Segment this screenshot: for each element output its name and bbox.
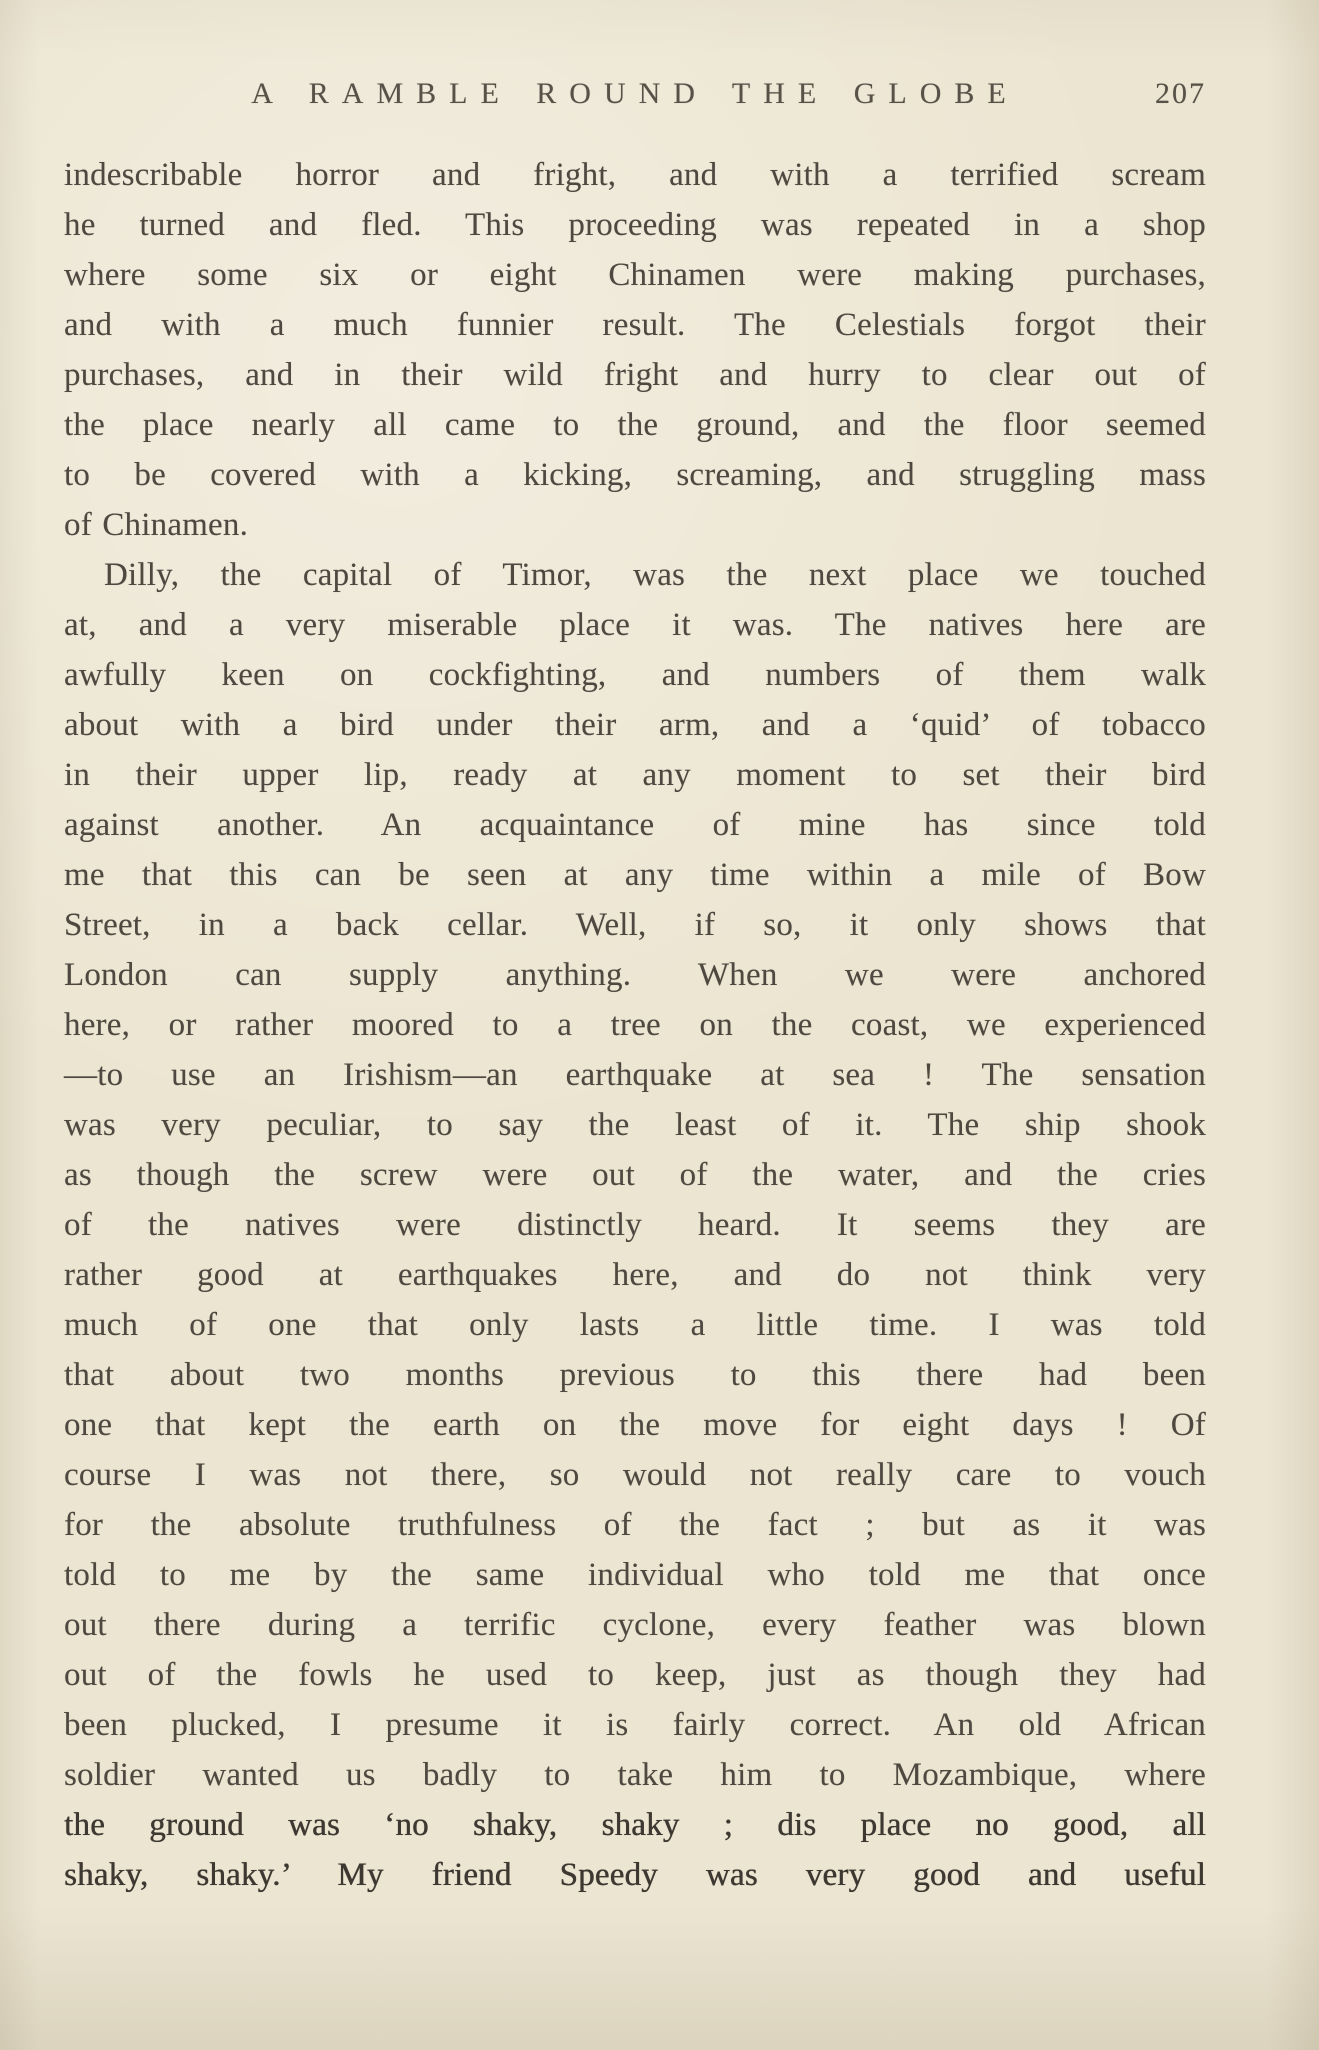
text-line: about with a bird under their arm, and a ‘quid’ of tobacco — [64, 707, 1206, 743]
text-line: of the natives were distinctly heard. It seems they are — [64, 1207, 1206, 1243]
text-line: shaky, shaky.’ My friend Speedy was very good and useful — [64, 1857, 1206, 1893]
text-line: where some six or eight Chinamen were making purchases, — [64, 257, 1206, 293]
text-line: against another. An acquaintance of mine has since told — [64, 807, 1206, 843]
text-line: the ground was ‘no shaky, shaky ; dis place no good, all — [64, 1807, 1206, 1843]
page-header — [64, 74, 1206, 114]
text-line: for the absolute truthfulness of the fact ; but as it was — [64, 1507, 1206, 1543]
text-line: at, and a very miserable place it was. The natives here are — [64, 607, 1206, 643]
text-line: told to me by the same individual who told me that once — [64, 1557, 1206, 1593]
text-line: Street, in a back cellar. Well, if so, it only shows that — [64, 907, 1206, 943]
text-line: London can supply anything. When we were anchored — [64, 957, 1206, 993]
text-line: awfully keen on cockfighting, and numbers of them walk — [64, 657, 1206, 693]
text-line: he turned and fled. This proceeding was repeated in a shop — [64, 207, 1206, 243]
text-line: rather good at earthquakes here, and do not think very — [64, 1257, 1206, 1293]
text-line: much of one that only lasts a little time. I was told — [64, 1307, 1206, 1343]
text-line: me that this can be seen at any time within a mile of Bow — [64, 857, 1206, 893]
text-line: course I was not there, so would not really care to vouch — [64, 1457, 1206, 1493]
text-line: been plucked, I presume it is fairly correct. An old African — [64, 1707, 1206, 1743]
running-title: A RAMBLE ROUND THE GLOBE — [251, 77, 1019, 110]
text-line: and with a much funnier result. The Celestials forgot their — [64, 307, 1206, 343]
text-line: purchases, and in their wild fright and hurry to clear out of — [64, 357, 1206, 393]
text-line: —to use an Irishism—an earthquake at sea ! The sensation — [64, 1057, 1206, 1093]
text-line: Dilly, the capital of Timor, was the next place we touched — [104, 557, 1206, 593]
text-line: soldier wanted us badly to take him to Mozambique, where — [64, 1757, 1206, 1793]
text-line: one that kept the earth on the move for eight days ! Of — [64, 1407, 1206, 1443]
text-line: as though the screw were out of the water, and the cries — [64, 1157, 1206, 1193]
text-line: out there during a terrific cyclone, every feather was blown — [64, 1607, 1206, 1643]
text-line: in their upper lip, ready at any moment to set their bird — [64, 757, 1206, 793]
text-line: was very peculiar, to say the least of it. The ship shook — [64, 1107, 1206, 1143]
text-line: out of the fowls he used to keep, just as though they had — [64, 1657, 1206, 1693]
text-line: to be covered with a kicking, screaming, and struggling mass — [64, 457, 1206, 493]
text-line: of Chinamen. — [64, 507, 249, 543]
text-line: the place nearly all came to the ground, and the floor seemed — [64, 407, 1206, 443]
body-text — [64, 150, 1206, 1900]
text-line: that about two months previous to this there had been — [64, 1357, 1206, 1393]
page-number: 207 — [1155, 77, 1206, 110]
text-line: here, or rather moored to a tree on the coast, we experienced — [64, 1007, 1206, 1043]
text-line: indescribable horror and fright, and with a terrified scream — [64, 157, 1206, 193]
